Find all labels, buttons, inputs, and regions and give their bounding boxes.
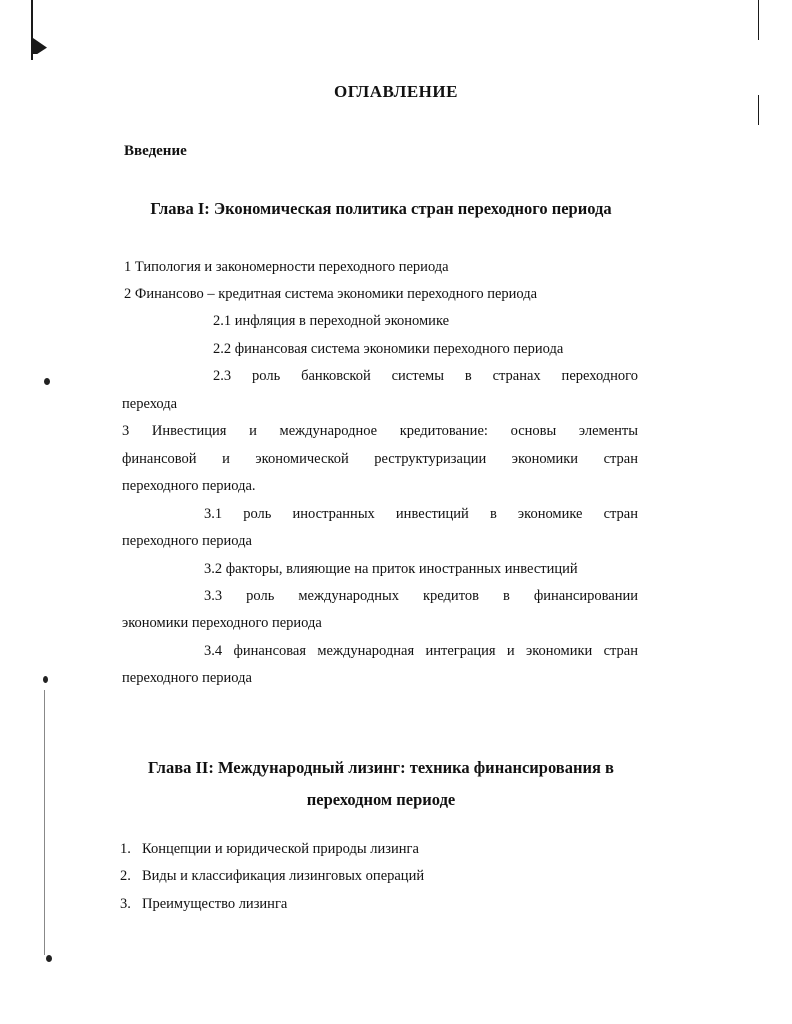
toc-item: 2 Финансово – кредитная система экономики переходного периода [124,286,538,302]
scan-dot [43,676,48,683]
list-item-text: Виды и классификация лизинговых операций [142,868,425,884]
toc-subitem-continued: перехода [122,396,178,412]
list-item [120,896,287,913]
list-item-number: 1. [120,841,131,857]
scan-dot [44,378,50,385]
toc-subitem: 2.3 роль банковской системы в странах переходного [213,368,638,384]
toc-subitem-continued: переходного периода [122,533,252,549]
toc-subitem: 2.2 финансовая система экономики переходного периода [213,341,564,357]
toc-item: 3 Инвестиция и международное кредитование: основы элементы [122,423,638,439]
list-item [120,841,419,858]
toc-subitem-continued: экономики переходного периода [122,615,322,631]
toc-item-continued: финансовой и экономической реструктуризации экономики стран [122,451,638,467]
list-item-text: Концепции и юридической природы лизинга [142,841,419,857]
chapter-2-title: Глава II: Международный лизинг: техника финансирования в переходном периоде [148,758,614,809]
scan-edge-left [31,0,33,60]
scan-edge-right [758,0,759,40]
toc-subitem: 3.3 роль международных кредитов в финансировании [204,588,638,604]
toc-subitem: 3.2 факторы, влияющие на приток иностранных инвестиций [204,561,578,577]
toc-subitem: 3.1 роль иностранных инвестиций в экономике стран [204,506,638,522]
toc-introduction: Введение [124,143,187,159]
toc-item-continued: переходного периода. [122,478,256,494]
toc-subitem: 2.1 инфляция в переходной экономике [213,313,450,329]
toc-subitem: 3.4 финансовая международная интеграция и экономики стран [204,643,638,659]
scan-mark [33,38,47,54]
list-item [120,868,424,885]
page-title: ОГЛАВЛЕНИЕ [334,82,458,101]
chapter-1-title: Глава I: Экономическая политика стран переходного периода [150,199,612,218]
toc-subitem-continued: переходного периода [122,670,252,686]
scan-edge-left [44,690,45,955]
list-item-number: 2. [120,868,131,884]
toc-item: 1 Типология и закономерности переходного периода [124,259,449,275]
list-item-number: 3. [120,896,131,912]
list-item-text: Преимущество лизинга [142,896,288,912]
scan-dot [46,955,52,962]
